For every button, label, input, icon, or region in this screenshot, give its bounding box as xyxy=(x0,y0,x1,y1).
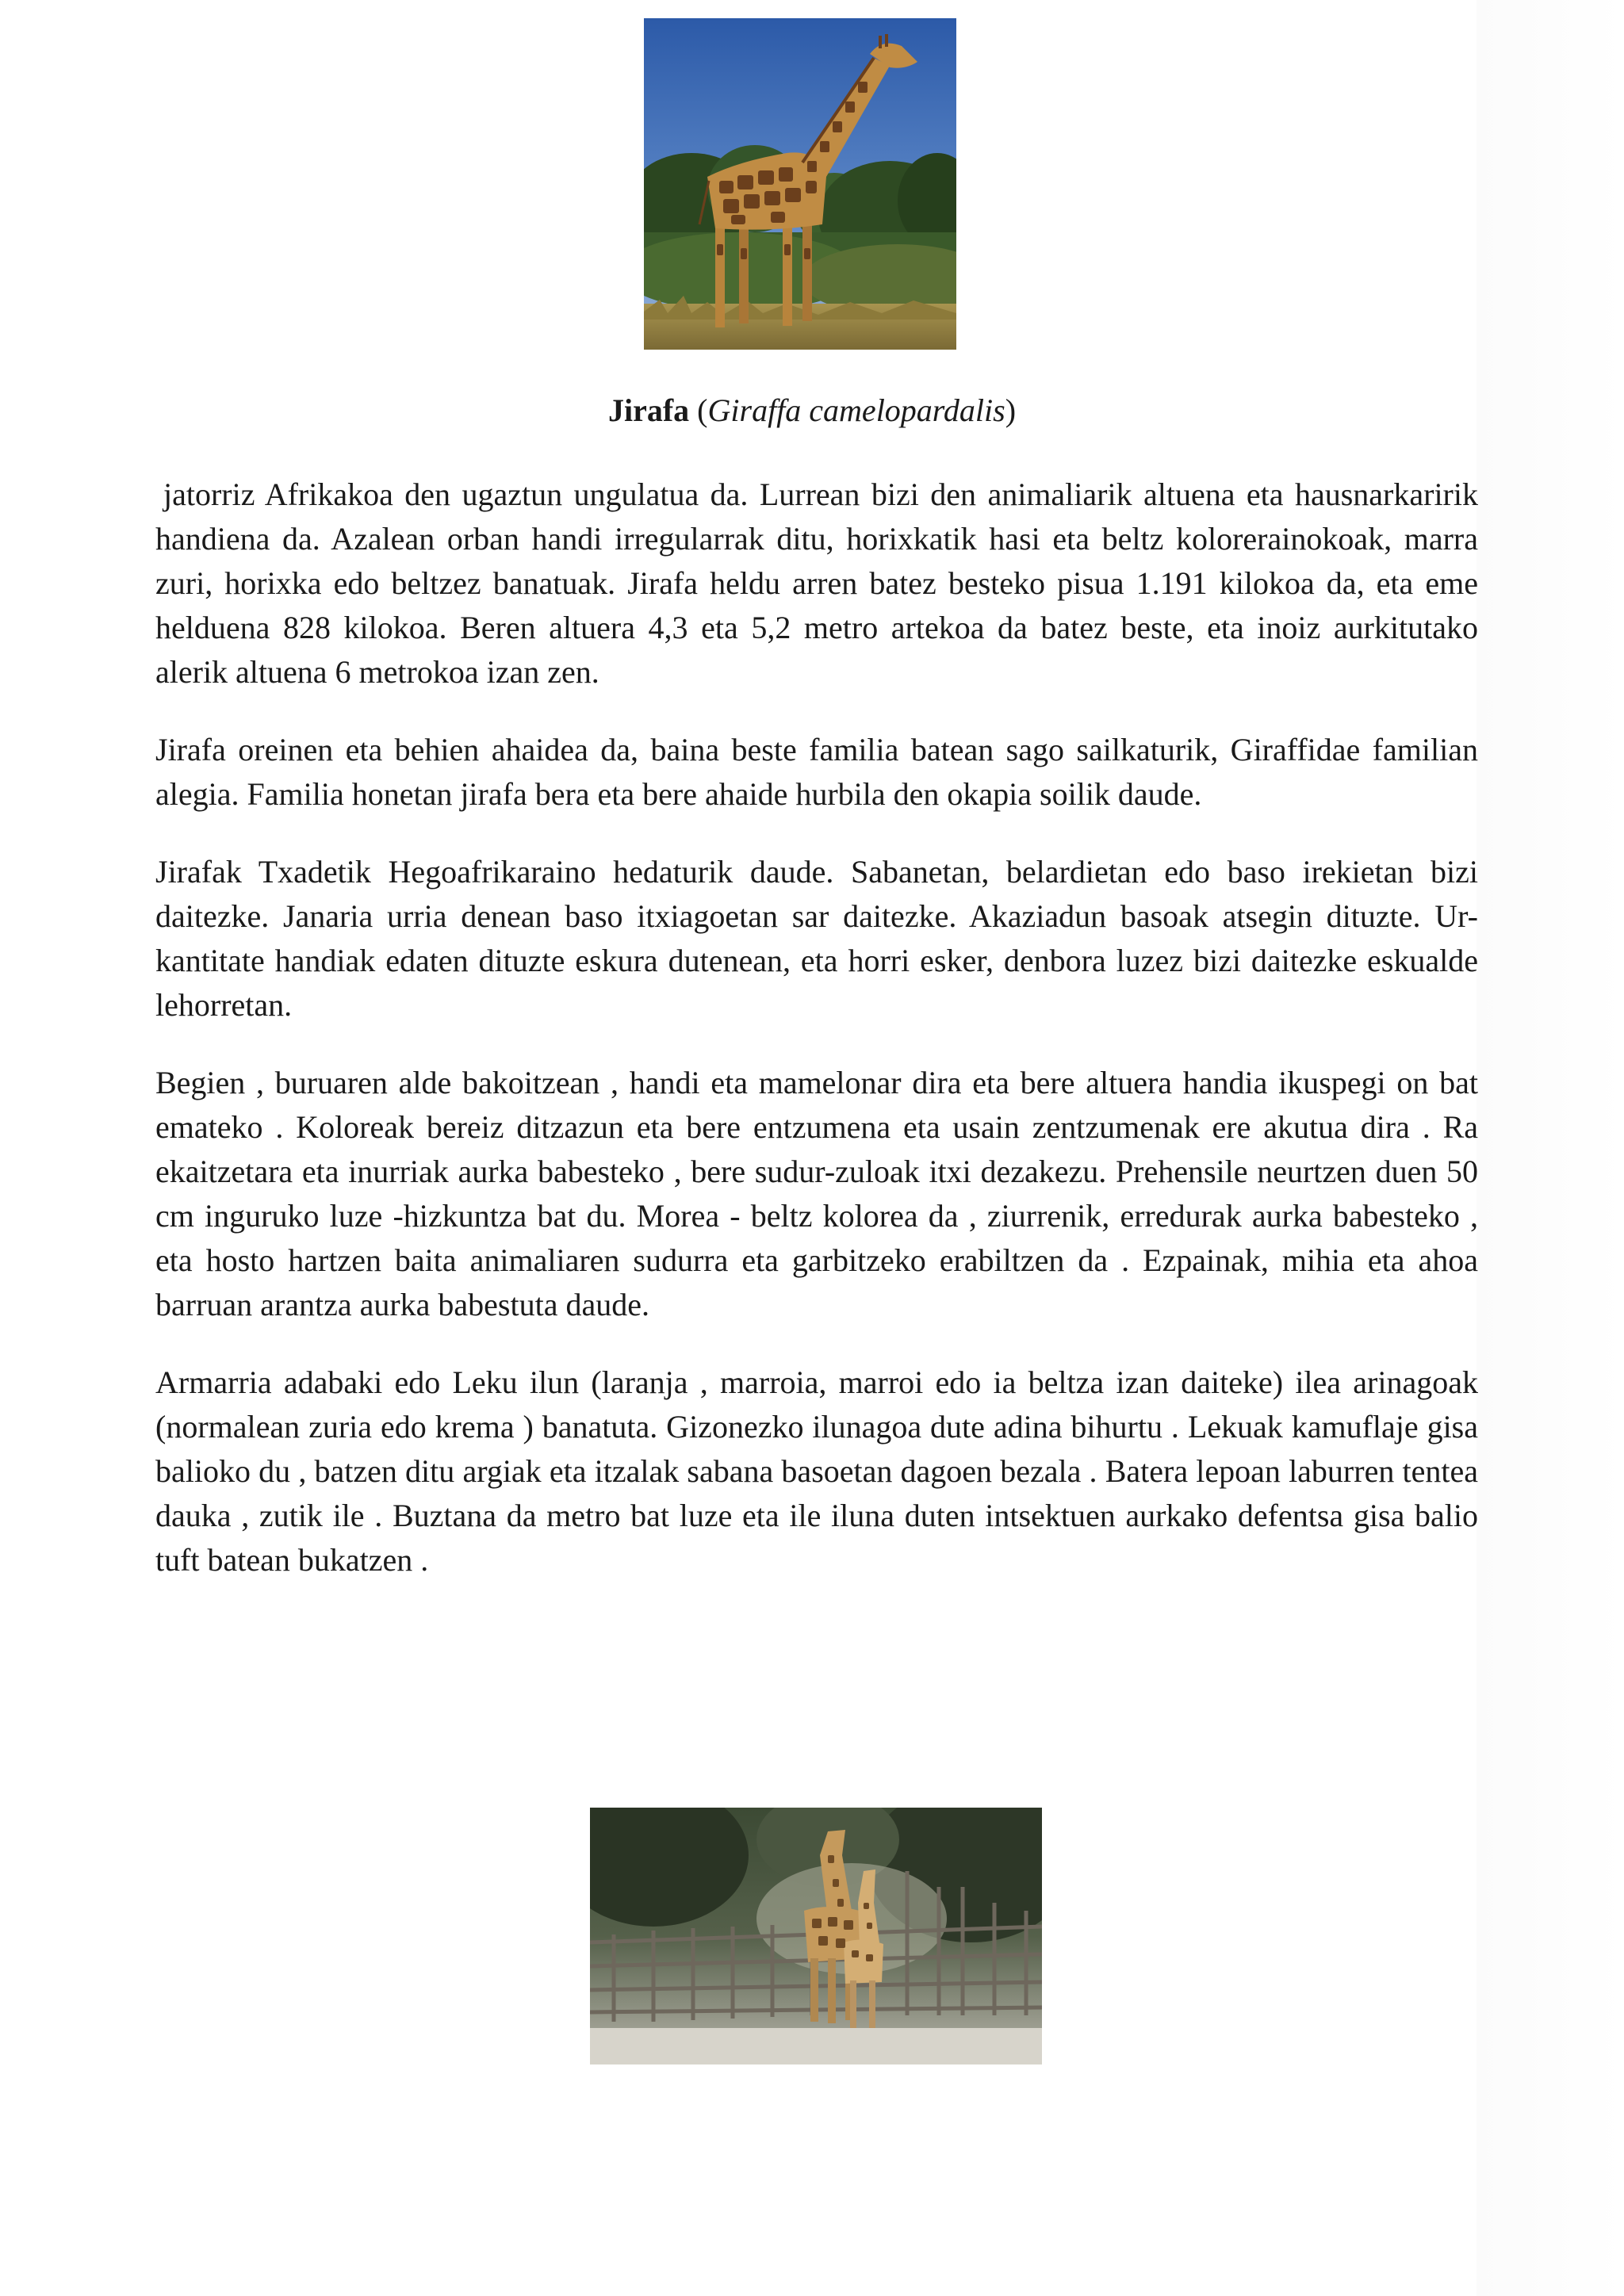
page-shade xyxy=(1477,0,1624,2296)
giraffe-standing-image xyxy=(644,18,956,350)
paragraph-habitat: Jirafak Txadetik Hegoafrikaraino hedaturik daude. Sabanetan, belardietan edo baso irekietan bizi daitezke. Janaria urria denean baso itxiagoetan sar daitezke. Akaziadun basoak atsegin dituzte. Ur-kantitate handiak edaten dituzte eskura dutenean, eta horri esker, denbora luzez bizi daitezke eskualde lehorretan. xyxy=(155,854,1478,1023)
paragraph-intro: jatorriz Afrikakoa den ugaztun ungulatua da. Lurrean bizi den animaliarik altuena eta hausnarkaririk handiena da. Azalean orban handi irregularrak ditu, horixkatik hasi eta beltz kolorerainokoak, marra zuri, horixka edo beltzez banatuak. Jirafa heldu arren batez besteko pisua 1.191 kilokoa da, eta eme helduena 828 kilokoa. Beren altuera 4,3 eta 5,2 metro artekoa da batez beste, eta inoiz aurkitutako alerik altuena 6 metrokoa izan zen. xyxy=(155,476,1478,690)
page-title xyxy=(0,388,1624,433)
scientific-close-paren: ) xyxy=(1005,392,1017,428)
giraffe-photo-top xyxy=(644,18,956,350)
giraffe-photo-bottom xyxy=(590,1808,1042,2064)
scientific-open-paren: ( xyxy=(689,392,708,428)
giraffes-enclosure-image xyxy=(590,1808,1042,2064)
paragraph-coat: Armarria adabaki edo Leku ilun (laranja , marroia, marroi edo ia beltza izan daiteke) ilea arinagoak (normalean zuria edo krema ) banatuta. Gizonezko ilunagoa dute adina bihurtu . Lekuak kamuflaje gisa balioko du , batzen ditu argiak eta itzalak sabana basoetan dagoen bezala . Batera lepoan laburren tentea dauka , zutik ile . Buztana da metro bat luze eta ile iluna duten intsektuen aurkako defentsa gisa balio tuft batean bukatzen . xyxy=(155,1364,1478,1578)
common-name: Jirafa xyxy=(607,392,690,428)
paragraph-senses: Begien , buruaren alde bakoitzean , handi eta mamelonar dira eta bere altuera handia ikuspegi on bat emateko . Koloreak bereiz ditzazun eta bere entzumena eta usain zentzumenak ere akutua dira . Ra ekaitzetara eta inurriak aurka babesteko , bere sudur-zuloak itxi dezakezu. Prehensile neurtzen duen 50 cm inguruko luze -hizkuntza bat du. Morea - beltz kolorea da , ziurrenik, erredurak aurka babesteko , eta hosto hartzen baita animaliaren sudurra eta garbitzeko erabiltzen da . Ezpainak, mihia eta ahoa barruan arantza aurka babestuta daude. xyxy=(155,1065,1478,1322)
scientific-name: Giraffa camelopardalis xyxy=(707,392,1005,428)
article-body xyxy=(155,473,1478,1616)
paragraph-taxonomy: Jirafa oreinen eta behien ahaidea da, baina beste familia batean sago sailkaturik, Giraffidae familian alegia. Familia honetan jirafa bera eta bere ahaide hurbila den okapia soilik daude. xyxy=(155,732,1478,812)
